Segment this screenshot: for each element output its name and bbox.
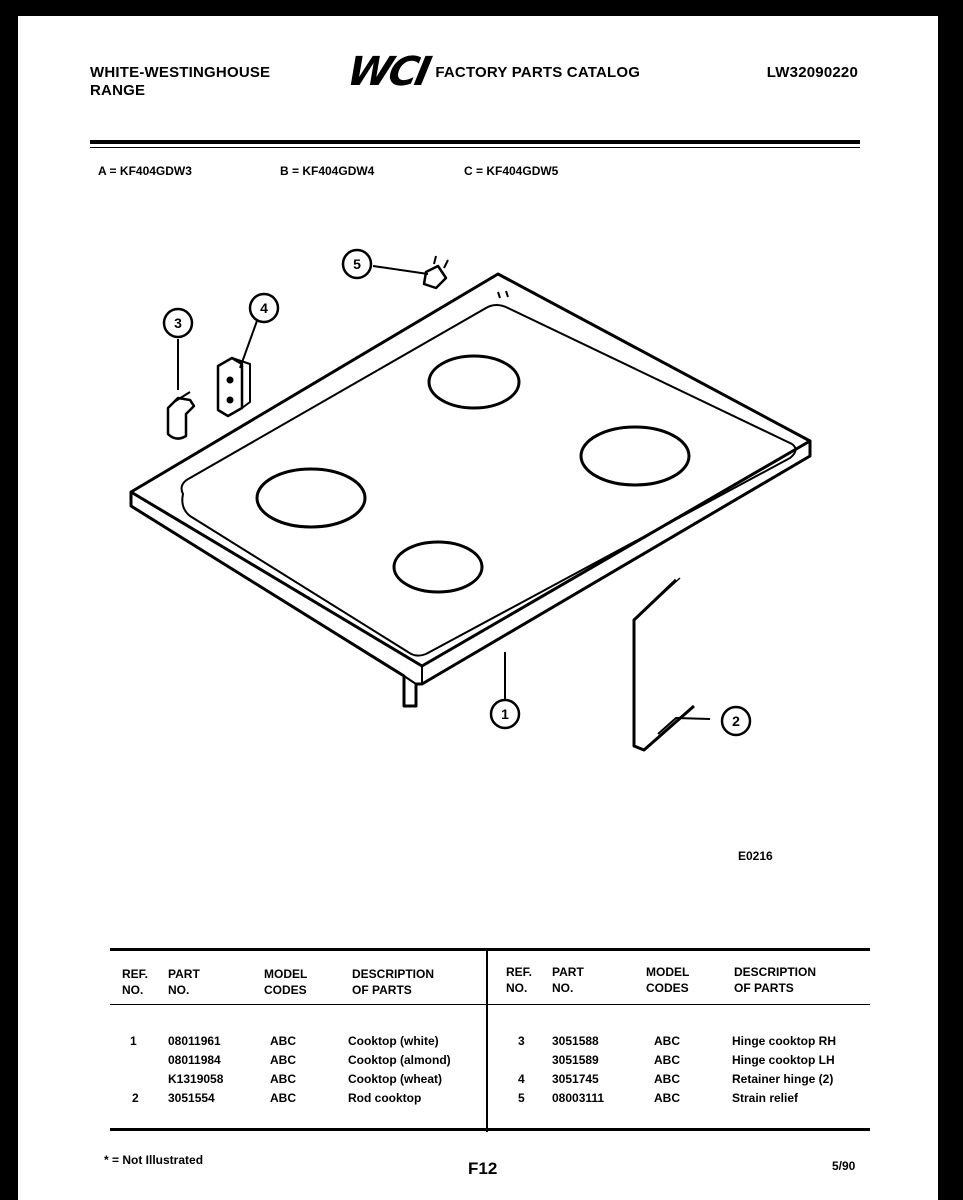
rod-cooktop: [634, 580, 694, 750]
callout-1: 1: [501, 706, 509, 722]
table-column-divider: [486, 948, 488, 1132]
callout-3: 3: [174, 315, 182, 331]
header-description-right: DESCRIPTION OF PARTS: [734, 965, 817, 995]
catalog-title: FACTORY PARTS CATALOG: [435, 63, 641, 81]
table-top-rule: [110, 948, 870, 951]
catalog-page: WHITE-WESTINGHOUSE RANGE WCI FACTORY PARTS CATALOG LW32090220 A = KF404GDW3 B = KF404GDW4 C = KF404GDW5 1 2 3 4 5 E0216 REF. NO. PART NO. MODEL CODES DESCRIPTION OF PARTS REF. NO. PART NO. MODEL CODES DESCRIPTION OF PARTS 1 08011961 ABC Cooktop (white) 08011984 ABC Cooktop (almond) K1319058 ABC Cooktop (wheat) 2 3051554 ABC Rod cooktop 3 3051588 ABC Hinge cooktop RH 3051589 ABC Hinge cooktop LH 4 3051745 ABC Retainer hinge (2) 5 08003111 ABC Strain relief * = Not Illustrated F12 5/90: [18, 16, 938, 1200]
header-model-codes-left: MODEL CODES: [264, 967, 308, 997]
model-b: B = KF404GDW4: [280, 164, 375, 178]
not-illustrated-note: * = Not Illustrated: [104, 1153, 204, 1167]
table-bottom-rule: [110, 1128, 870, 1131]
leader-4: [240, 318, 258, 368]
header-part-no-left: PART NO.: [168, 967, 200, 997]
model-c: C = KF404GDW5: [464, 164, 559, 178]
cooktop-outline: [131, 274, 810, 666]
hinge-lh: [218, 358, 242, 416]
header-description-left: DESCRIPTION OF PARTS: [352, 967, 435, 997]
hinge-rh: [168, 398, 194, 439]
wci-logo: WCI: [343, 49, 433, 95]
page-number: F12: [468, 1159, 498, 1178]
callout-4: 4: [260, 300, 268, 316]
brand-name: WHITE-WESTINGHOUSE: [90, 64, 271, 81]
model-a: A = KF404GDW3: [98, 164, 192, 178]
header-ref-no-right: REF. NO.: [506, 965, 533, 995]
header-ref-no-left: REF. NO.: [122, 967, 149, 997]
header-model-codes-right: MODEL CODES: [646, 965, 690, 995]
strain-relief: [424, 266, 446, 288]
callout-5: 5: [353, 256, 361, 272]
table-header-rule: [110, 1004, 870, 1005]
header-part-no-right: PART NO.: [552, 965, 584, 995]
revision-date: 5/90: [832, 1159, 856, 1173]
document-number: LW32090220: [766, 64, 858, 81]
figure-id: E0216: [738, 849, 773, 863]
cooktop-exploded-diagram: [18, 16, 938, 836]
product-type: RANGE: [90, 82, 146, 99]
leader-5: [373, 266, 428, 274]
callout-2: 2: [732, 713, 740, 729]
